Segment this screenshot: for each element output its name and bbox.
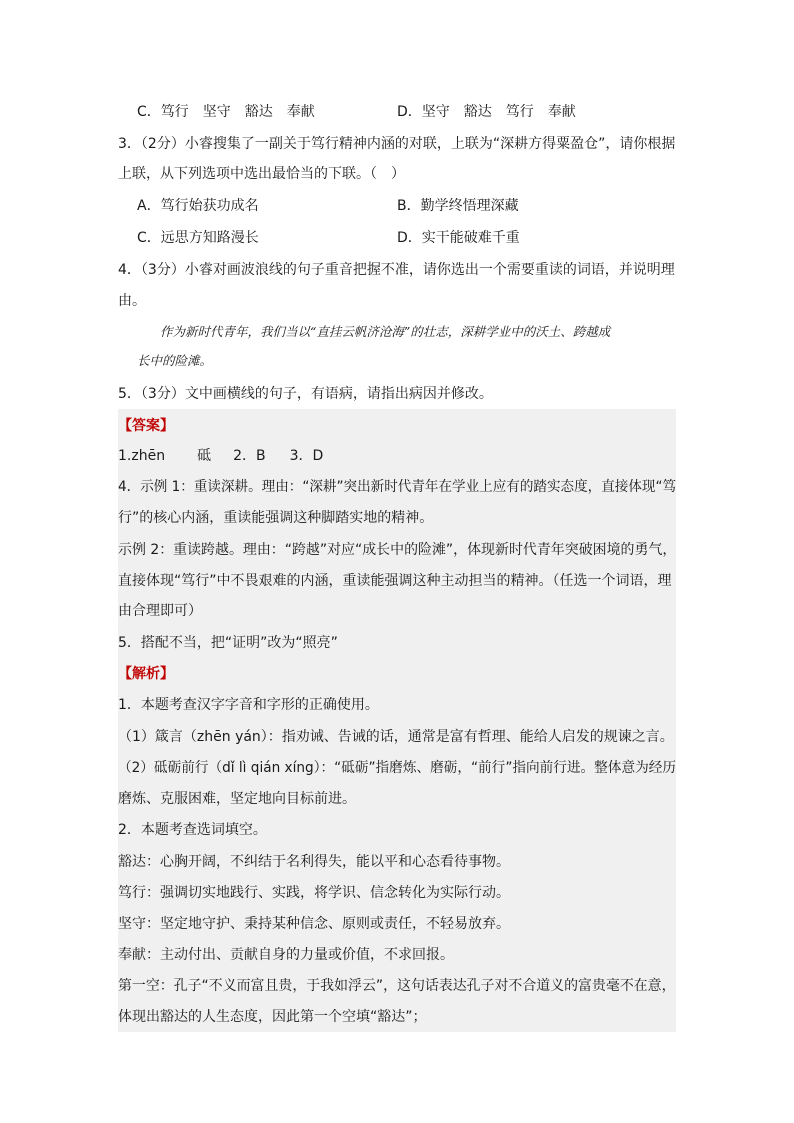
analysis-line-6: 豁达：心胸开阔，不纠结于名利得失，能以平和心态看待事物。 (118, 854, 510, 870)
answer-1-pinyin: 1.zhēn (118, 448, 166, 464)
q3-option-c: C．远思方知路漫长 (137, 230, 259, 246)
answer-3: 3．D (289, 448, 324, 464)
analysis-line-5: 2．本题考查选词填空。 (118, 822, 267, 838)
answer-1-char: 砥 (197, 448, 212, 464)
q4-stem-line1: 4．（3分）小睿对画波浪线的句子重音把握不准，请你选出一个需要重读的词语，并说明理 (118, 262, 675, 278)
analysis-line-4: 磨炼、克服困难，坚定地向目标前进。 (118, 791, 356, 807)
answer-row-1-3 (118, 446, 323, 466)
analysis-line-8: 坚守：坚定地守护、秉持某种信念、原则或责任，不轻易放弃。 (118, 916, 510, 932)
analysis-line-9: 奉献：主动付出、贡献自身的力量或价值，不求回报。 (118, 947, 454, 963)
q3-option-d: D．实干能破难千重 (397, 230, 520, 246)
analysis-line-2: （1）箴言（zhēn yán）：指劝诫、告诫的话，通常是富有哲理、能给人启发的规谏之言。 (118, 729, 674, 745)
q3-options-row-2 (137, 228, 757, 248)
answer-shaded-area (118, 409, 676, 1032)
analysis-line-3: （2）砥砺前行（dǐ lì qián xíng）：“砥砺”指磨炼、磨砺，“前行”指向前行进。整体意为经历 (118, 760, 676, 776)
answer-4-line5: 由合理即可） (118, 603, 202, 619)
answer-4-line3: 示例 2：重读跨越。理由：“跨越”对应“成长中的险滩”，体现新时代青年突破困境的勇气， (118, 542, 677, 558)
analysis-line-10: 第一空：孔子“不义而富且贵，于我如浮云”，这句话表达孔子对不合道义的富贵毫不在意， (118, 978, 676, 994)
analysis-line-1: 1．本题考查汉字字音和字形的正确使用。 (118, 697, 379, 713)
q2-options-row (137, 102, 757, 122)
q2-option-c: C．笃行 坚守 豁达 奉献 (137, 104, 315, 120)
analysis-line-7: 笃行：强调切实地践行、实践，将学识、信念转化为实际行动。 (118, 885, 510, 901)
q3-stem-line1: 3．（2分）小睿搜集了一副关于笃行精神内涵的对联，上联为“深耕方得粟盈仓”，请你根据 (118, 136, 676, 152)
q3-stem-line2: 上联，从下列选项中选出最恰当的下联。（ ） (118, 166, 405, 182)
q4-quote-line1: 作为新时代青年，我们当以“直挂云帆济沧海”的壮志，深耕学业中的沃土、跨越成 (160, 324, 611, 339)
q3-option-a: A．笃行始获功成名 (137, 198, 259, 214)
analysis-line-11: 体现出豁达的人生态度，因此第一个空填“豁达”； (118, 1009, 427, 1025)
answer-heading: 【答案】 (118, 418, 174, 434)
answer-4-line1: 4．示例 1：重读深耕。理由：“深耕”突出新时代青年在学业上应有的踏实态度，直接体现“笃 (118, 479, 677, 495)
analysis-heading: 【解析】 (118, 666, 174, 682)
answer-4-line2: 行”的核心内涵，重读能强调这种脚踏实地的精神。 (118, 510, 434, 526)
q3-options-row-1 (137, 196, 757, 216)
q4-quote-line2: 长中的险滩。 (137, 353, 213, 368)
answer-4-line4: 直接体现“笃行”中不畏艰难的内涵，重读能强调这种主动担当的精神。（任选一个词语，理 (118, 573, 672, 589)
q5-stem: 5．（3分）文中画横线的句子，有语病，请指出病因并修改。 (118, 386, 493, 402)
q3-option-b: B．勤学终悟理深藏 (397, 198, 519, 214)
q4-stem-line2: 由。 (118, 293, 146, 309)
answer-2: 2．B (233, 448, 266, 464)
q2-option-d: D．坚守 豁达 笃行 奉献 (397, 104, 576, 120)
answer-5: 5．搭配不当，把“证明”改为“照亮” (118, 635, 338, 651)
